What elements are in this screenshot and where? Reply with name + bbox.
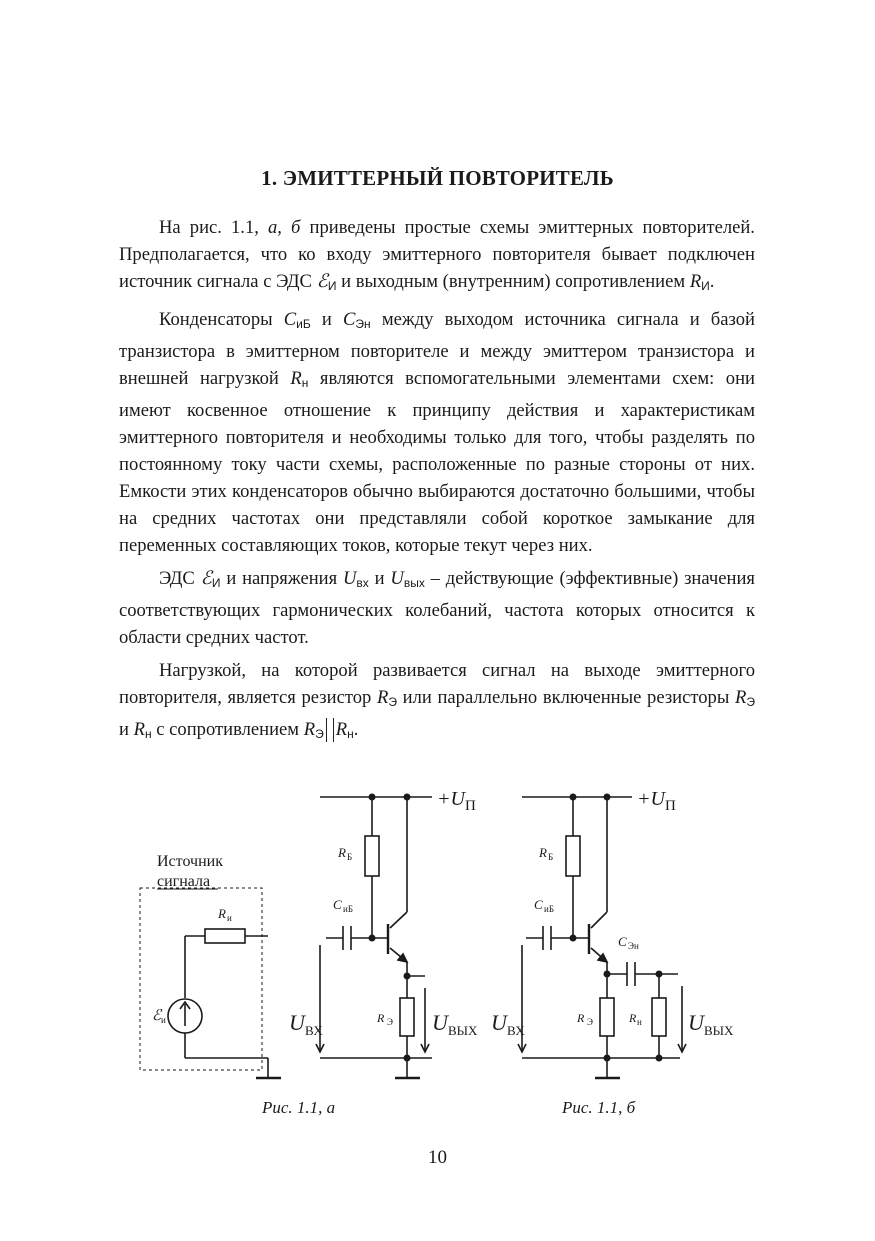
svg-text:C: C — [618, 934, 627, 949]
svg-text:U: U — [289, 1010, 305, 1035]
svg-text:+U: +U — [437, 788, 465, 810]
svg-text:R: R — [377, 1011, 385, 1025]
svg-text:Б: Б — [347, 852, 353, 862]
svg-text:ВЫХ: ВЫХ — [704, 1023, 734, 1038]
resistor-rn-b — [652, 998, 666, 1036]
svg-text:C: C — [333, 897, 342, 912]
resistor-re-a — [400, 998, 414, 1036]
svg-text:Б: Б — [548, 852, 554, 862]
svg-text:ВХ: ВХ — [507, 1023, 525, 1038]
svg-text:R: R — [338, 845, 346, 860]
svg-text:Э: Э — [587, 1017, 593, 1027]
svg-text:Э: Э — [387, 1017, 393, 1027]
resistor-ri — [205, 929, 245, 943]
source-label-2: сигнала — [157, 873, 211, 890]
svg-text:П: П — [465, 798, 476, 814]
svg-text:и: и — [161, 1015, 166, 1025]
paragraph-1: На рис. 1.1, а, б приведены простые схемы эмиттерных повторителей. Предполагается, что ко входу эмиттерного повторителя бывает подключен источник сигнала с ЭДС ℰ$_И$ и выходным (внутренним) сопротивлением $R_И$. — [119, 217, 755, 293]
svg-text:U: U — [432, 1010, 448, 1035]
circuit-figure — [0, 780, 875, 1100]
svg-text:+U: +U — [637, 788, 665, 810]
resistance-symbol: $R_И$ — [689, 271, 710, 293]
svg-text:U: U — [688, 1010, 704, 1035]
svg-text:R: R — [629, 1011, 637, 1025]
signal-source-box — [140, 888, 262, 1070]
svg-text:ℰ: ℰ — [152, 1008, 162, 1024]
svg-text:иБ: иБ — [343, 904, 353, 914]
section-heading: 1. ЭМИТТЕРНЫЙ ПОВТОРИТЕЛЬ — [261, 166, 614, 190]
paragraph-2: Конденсаторы $C_{иБ}$ и $C_{Эн}$ между выходом источника сигнала и базой транзистора в эмиттерном повторителе и между эмиттером транзистора и внешней нагрузкой $R_н$ являются вспомогательными элементами схем: они имеют косвенное отношение к принципу действия и характеристикам эмиттерного повторителя и необходимы только для того, чтобы разделять по постоянному току части схемы, расположенные по разные стороны от них. Емкости этих конденсаторов обычно выбираются достаточно большими, чтобы на средних частотах они представляли собой короткое замыкание для переменных составляющих токов, которые текут через них. — [119, 309, 756, 556]
paragraph-4: Нагрузкой, на которой развивается сигнал на выходе эмиттерного повторителя, является резистор $R_Э$ или параллельно включенные резисторы $R_Э$ и $R_н$ с сопротивлением $R_Э$ $R_н$. — [119, 660, 755, 741]
svg-text:R: R — [218, 906, 226, 921]
svg-text:иБ: иБ — [544, 904, 554, 914]
resistor-rb-a — [365, 836, 379, 876]
body-text — [119, 214, 755, 748]
resistor-rb-b — [566, 836, 580, 876]
resistor-re-b — [600, 998, 614, 1036]
svg-text:R: R — [539, 845, 547, 860]
svg-text:и: и — [227, 913, 232, 923]
svg-text:н: н — [637, 1017, 642, 1027]
svg-text:R: R — [577, 1011, 585, 1025]
svg-text:Эн: Эн — [628, 941, 639, 951]
caption-b: Рис. 1.1, б — [562, 1098, 636, 1117]
caption-a: Рис. 1.1, а — [262, 1098, 336, 1117]
svg-text:U: U — [491, 1010, 507, 1035]
svg-text:П: П — [665, 798, 676, 814]
paragraph-3: ЭДС ℰ$_И$ и напряжения $U_{вх}$ и $U_{вых}$ – действующие (эффективные) значения соответствующих гармонических колебаний, частота которых относится к области средних частот. — [119, 568, 755, 648]
emf-symbol: ℰ$_И$ — [316, 271, 337, 293]
svg-text:C: C — [534, 897, 543, 912]
source-label-1: Источник — [157, 853, 223, 870]
parallel-expression: $R_Э$ $R_н$ — [303, 719, 354, 741]
svg-text:ВЫХ: ВЫХ — [448, 1023, 478, 1038]
page-number: 10 — [428, 1147, 447, 1168]
svg-text:ВХ: ВХ — [305, 1023, 323, 1038]
